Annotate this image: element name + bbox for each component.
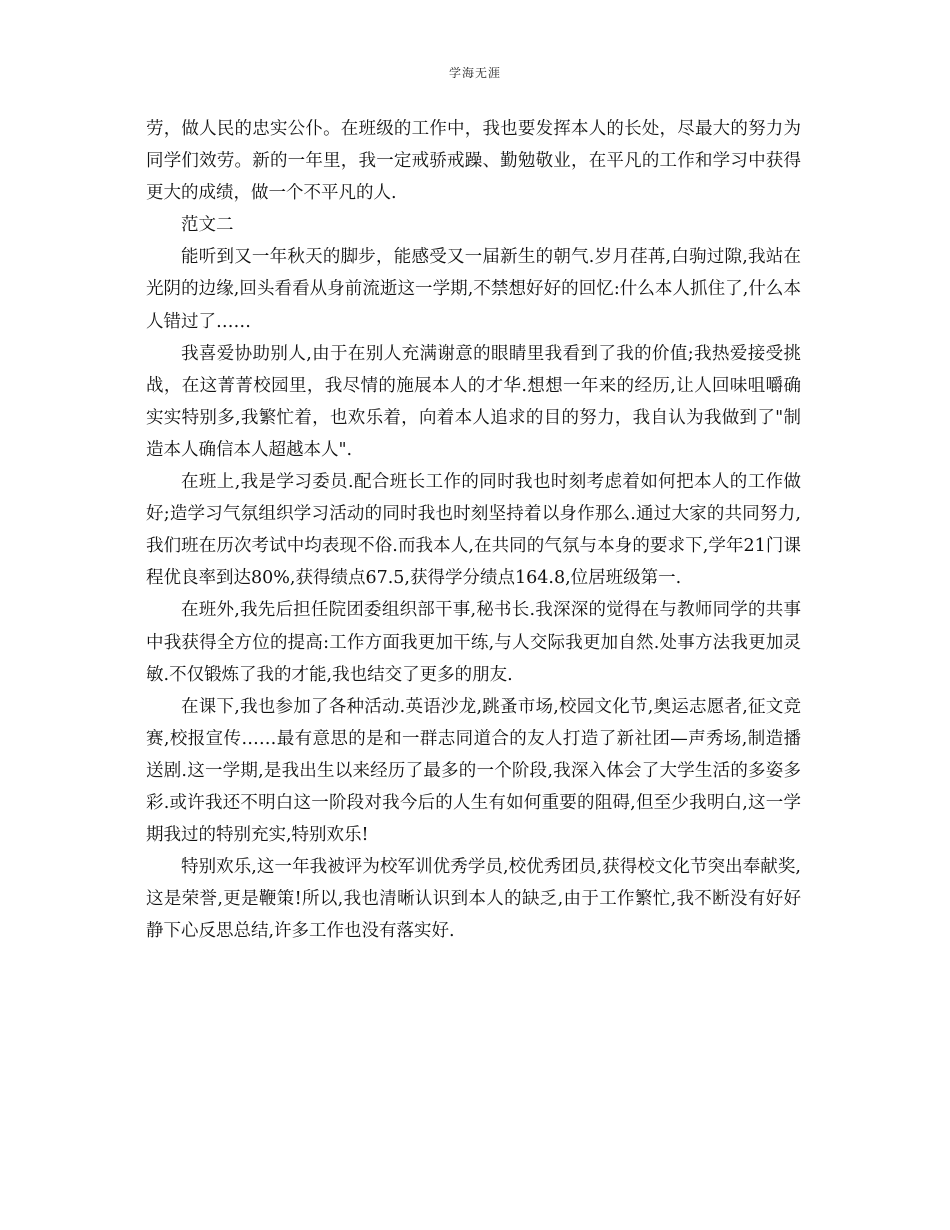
paragraph: 在班外,我先后担任院团委组织部干事,秘书长.我深深的觉得在与教师同学的共事中我获得全方位的提高:工作方面我更加干练,与人交际我更加自然.处事方法我更加灵敏.不仅锻炼了我的才能,我也结交了更多的朋友. (146, 600, 801, 685)
section-heading: 范文二 (181, 215, 234, 236)
paragraph: 特别欢乐,这一年我被评为校军训优秀学员,校优秀团员,获得校文化节突出奉献奖,这是荣誉,更是鞭策!所以,我也清晰认识到本人的缺乏,由于工作繁忙,我不断没有好好静下心反思总结,许多工作也没有落实好. (146, 857, 801, 942)
paragraph: 我喜爱协助别人,由于在别人充满谢意的眼睛里我看到了我的价值;我热爱接受挑战，在这菁菁校园里，我尽情的施展本人的才华.想想一年来的经历,让人回味咀嚼确实实特别多,我繁忙着，也欢乐着，向着本人追求的目的努力，我自认为我做到了"制造本人确信本人超越本人". (146, 343, 801, 460)
paragraph-continuation: 劳，做人民的忠实公仆。在班级的工作中，我也要发挥本人的长处，尽最大的努力为同学们效劳。新的一年里，我一定戒骄戒躁、勤勉敬业，在平凡的工作和学习中获得更大的成绩，做一个不平凡的人. (146, 119, 801, 204)
page-header: 学海无涯 (448, 66, 501, 80)
paragraph: 在课下,我也参加了各种活动.英语沙龙,跳蚤市场,校园文化节,奥运志愿者,征文竞赛,校报宣传……最有意思的是和一群志同道合的友人打造了新社团—声秀场,制造播送剧.这一学期,是我出生以来经历了最多的一个阶段,我深入体会了大学生活的多姿多彩.或许我还不明白这一阶段对我今后的人生有如何重要的阻碍,但至少我明白,这一学期我过的特别充实,特别欢乐! (146, 696, 801, 846)
paragraph: 能听到又一年秋天的脚步，能感受又一届新生的朝气.岁月荏苒,白驹过隙,我站在光阴的边缘,回头看看从身前流逝这一学期,不禁想好好的回忆:什么本人抓住了,什么本人错过了…… (146, 247, 801, 332)
paragraph: 在班上,我是学习委员.配合班长工作的同时我也时刻考虑着如何把本人的工作做好;造学习气氛组织学习活动的同时我也时刻坚持着以身作那么.通过大家的共同努力,我们班在历次考试中均表现不俗.而我本人,在共同的气氛与本身的要求下,学年21门课程优良率到达80%,获得绩点67.5,获得学分绩点164.8,位居班级第一. (146, 472, 801, 589)
document-body (146, 113, 801, 947)
